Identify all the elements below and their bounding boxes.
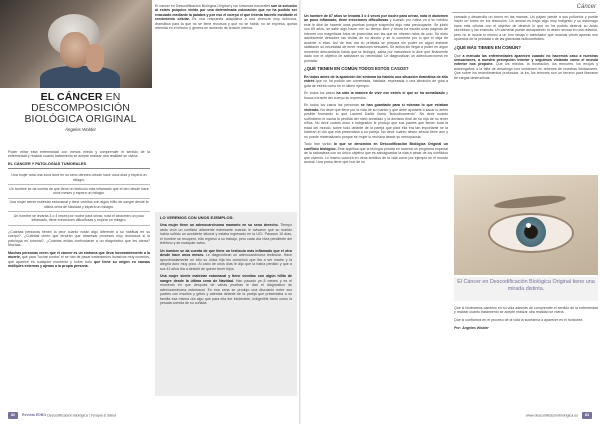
- right-column-2: [454, 15, 598, 83]
- body-paragraph: Que si confiamos en el proceso de la vida la sucedería a aparecer en el horizonte.: [454, 318, 584, 323]
- example-paragraph: Un hombre se da cuenta de que tiene un testículo más inflamado que el otro desde hace unos meses. Le diagnostican un adenocarcinoma testicular. Hace aproximadamente un año su única hija les comunicó que iba a ser madre y la alegría duró muy poco. Al cabo de unos días le dijo que la había perdido y que a sus 41 años iba a desistir de querer tener hijos.: [160, 248, 292, 271]
- right-column-1: [304, 14, 448, 168]
- right-column-2-bottom: [454, 306, 598, 333]
- body-paragraph: En todos los casos ha sido la manera de vivir ese estrés el que se ha somatizado y busca a través del cuerpo su expresión.: [304, 91, 448, 100]
- article-title: EL CÁNCER EN DESCOMPOSICIÓN BIOLÓGICA ORIGINAL: [24, 91, 137, 125]
- examples-box-title: LO VEREMOS CON UNOS EJEMPLOS:: [160, 215, 234, 220]
- right-footer: [362, 412, 592, 420]
- magazine-name: Revista EDBO: [22, 413, 47, 418]
- body-paragraph: En todos los casos las personas se han guardado para sí mismas lo que estaban viviendo. No decir que tiene por la vida de su marido y que debe ayudarle a sanar lo antes posible formando lo que Laurent Daillie llama "lechodicamento". No decir cuánto sufrimiento le causa la pérdida del nieto anhelado y la decisión final de su hija de no tener niños. No decir cuánto dolor e indigestión le produjo que sus padres que tienen toda la edad del mundo, sobre todo delante de la pareja que para ella era tan importante se la hicieran el día que ella presentaba a su pareja. No decir cuánto deseo sexual tiene aún y no puede materializarlo porque se mujer lo rechaza desde su menopausia.: [304, 103, 448, 139]
- beliefs-paragraph: Muchas personas creen que el cáncer es un síntoma que lleva inexorablemente a la muerte, que para "luchar contra" él se han de pasar tratamientos invasivos muy cruentos, que aparece en cualquier momento y sobre todo que tiene su origen en causas múltiples externas y ajenas a la propia persona.: [8, 250, 150, 269]
- article-author: Ángeles Wolder: [65, 126, 96, 132]
- list-item: Una mujer nota una zona dura en su seno derecho desde hace unos días y espera un milagro.: [8, 172, 150, 186]
- list-item: Una mujer siente malestar estomacal y tiene vómitos con algún hilito de sangre desde la última cena de Navidad y espera un milagro.: [8, 199, 150, 213]
- tumor-section-title: EL CÁNCER Y PATOLOGÍAS TUMORALES: [8, 162, 150, 168]
- body-paragraph: Que si hiciéramos cambios en su vida además de comprender el sentido de la enfermedad y realizar cuanto tratamiento se acepte realizar otra realidad se viviría.: [454, 306, 598, 315]
- examples-box: [155, 212, 297, 396]
- page-number: 83: [582, 412, 592, 419]
- body-paragraph: Que a menudo las enfermedades aparecen cuando no hacemos caso a nuestras sensaciones, a nuestra percepción interior y seguimos violando como el mundo exterior nos propone. Que los miedos, la frustración, los rencores, los enojos y autoengaños o la falta de desahogo nos condenen en rehenes de nuestras limitaciones. Que sobre los resentimientos profundos, la ira, los temores son un terreno para liberarse de cargas destructivas.: [454, 53, 598, 80]
- left-column-2: [155, 4, 297, 34]
- prostate-example-paragraph: Un hombre de 67 años se levanta 3 o 4 veces por noche para orinar, nota el abdomen un poco inflamado, tiene erecciones dificultosas y cuando por rutina va a su médico este le dice de hacerle unas pruebas porque sospecha algo más preocupante. Se jubiló con 65 años, se sabe algo hacer con su tiempo libre y ahora ha escrito unas páginas de Internet con magníficas fotos de jovencitas con las que se ofrecen ratos de ocio. Su nieto adolescente descubre las visitas de su abuelo y se lo comenta por lo que el deja de acceder a ellas. Así de tras día su próstata se prepara sin poder en algún instante satisfacer su necesidad de tener relaciones sexuales. Se activa sin llegar a poder en algún momento descarrilarla hasta que la biología, sabia por naturaleza le dice que finalmente dado con el objetivo de satisfacer su necesidad. Le diagnostican un adenocarcinoma en próstata.: [304, 14, 448, 63]
- eye-photo-caption: El Cáncer en Descodificación Biológica Original tiene una mirada distinta.: [454, 277, 598, 301]
- more-common-heading: ¿QUÉ MÁS TIENEN EN COMÚN?: [454, 44, 521, 50]
- animals-paragraph: camada y desarrolla un tumor en las mamas. Un pájaro pierde a sus polluelos y puede hacer un tumor en los testículos. Un animal es tragó algo muy indigesto y su estómago hace más células con el objetivo de destruir lo que no ha podido destruir su ácido clorhídrico y las enzimas. Un carnerial puede desaparecer el deseo sexual en una relación, pero no le ocurre lo mismo a un toro rebajo o calentador que muchas veces apenas son opuestos de la próstata o de las glándulas bulbouretrales.: [454, 15, 598, 42]
- list-item: Un hombre se da cuenta de que tiene un testículo más inflamado que el otro desde hace unos meses y espera un milagro.: [8, 185, 150, 199]
- body-paragraph: Todo han vivido lo que se denomina en Descodificación Biológica Original un conflicto biológico. Este significa que la biología pondrá en marcha un programa especial de la naturaleza con un único objetivo que es salvaguardar la vida a pesar de los conflictos que vivimos. Lo mismo ocurrirá en otros ámbitos de la vida como por ejemplo en el mundo animal. Una presa tiene que huir de su: [304, 142, 449, 165]
- definition-paragraph: El cáncer en Descodificación Biológica Original y los síntomas tumorales son la solución al estrés psíquico vivido por una determinada colocación que no ha podido ser evacuado mediante la palabra y por eso el cuerpo el que intenta hacerlo mediante el crecimiento celular. Es una respuesta adaptativa a una vivencia muy dolorosa, dramática para la que no se tiene recursos y que no se habla, no se expresa, queda retenida en el interior y genera un aumento de tensión interna.: [155, 4, 298, 31]
- article-title-block: [8, 92, 153, 132]
- author-signature: Por: Ángeles Wolder: [454, 325, 489, 330]
- page-number: 82: [8, 412, 18, 419]
- example-paragraph: Una mujer tiene un adenocarcinoma mamario en su seno derecho. Tiempo atrás vivió un conflicto altamente estresante cuando le avisaron que su marido había sufrido un accidente laboral y estaba ingresado en la UCI. Pasaron 10 días, el hombre se recuperó, ella regresó a su trabajo, pero cada día vivía pendiente del teléfono y de cualquier aviso.: [160, 223, 292, 246]
- page-gutter: [299, 0, 301, 424]
- example-paragraph: Una mujer siente malestar estomacal y tiene vómitos con algún hilito de sangre desde la última cena de Navidad. Han pasado ya 8 meses y es el momento en que después de varias pruebas le dan el diagnóstico de adenocarcinoma estomacal. En esa cena se produjo una discusión entre sus padres con insultos y gritos y además delante de la pareja que presentaba a su familia esa misma día algo que para ella fue intolerable, indigerible tanto como la pesada comida de su cuñada.: [160, 274, 292, 306]
- intro-paragraph: Poder mirar esta enfermedad con menos miedo y comprender el sentido de la enfermedad y realizar cuanto tratamiento se acepte realizar otra realidad se viviría.: [8, 150, 150, 159]
- header-divider: [452, 12, 596, 13]
- common-cases-heading: ¿QUÉ TIENEN EN COMÚN TODOS ESTOS CASOS?: [304, 66, 409, 72]
- tumor-examples-list: [8, 172, 150, 226]
- left-column-1: [8, 150, 150, 272]
- website-link[interactable]: www.descodificacionbiologica.es: [525, 413, 578, 418]
- elderly-woman-photo: [0, 0, 152, 88]
- eye-photo: [454, 175, 598, 275]
- left-footer: [8, 412, 116, 420]
- list-item: Un hombre se levanta 3 o 4 veces por noche para orinar, nota el abdomen un poco inflamado, tiene erecciones dificultosas y espera un milagro.: [8, 212, 150, 226]
- section-header: Cáncer: [576, 4, 596, 10]
- body-paragraph: En todos antes de la aparición del síntoma ha habido una situación dramática de alto estrés que no ha podido ser comentada, hablada, expresada o una situación de gota a gota de estrés como en el último ejemplo.: [304, 74, 448, 88]
- magazine-description: Descodificación Biológica | Terapia & Salud: [47, 413, 117, 418]
- questions-paragraph: ¿Cuántas personas tienen la peor cuanto notan algo diferente a su habitual en su cuerpo?, ¿Cuántas creen que tendrán que atravesar procesos muy dolorosos si la patología es tumoral?, ¿Cuántas evitan confrontarse a un diagnóstico que les aterra? Muchas...: [8, 229, 150, 248]
